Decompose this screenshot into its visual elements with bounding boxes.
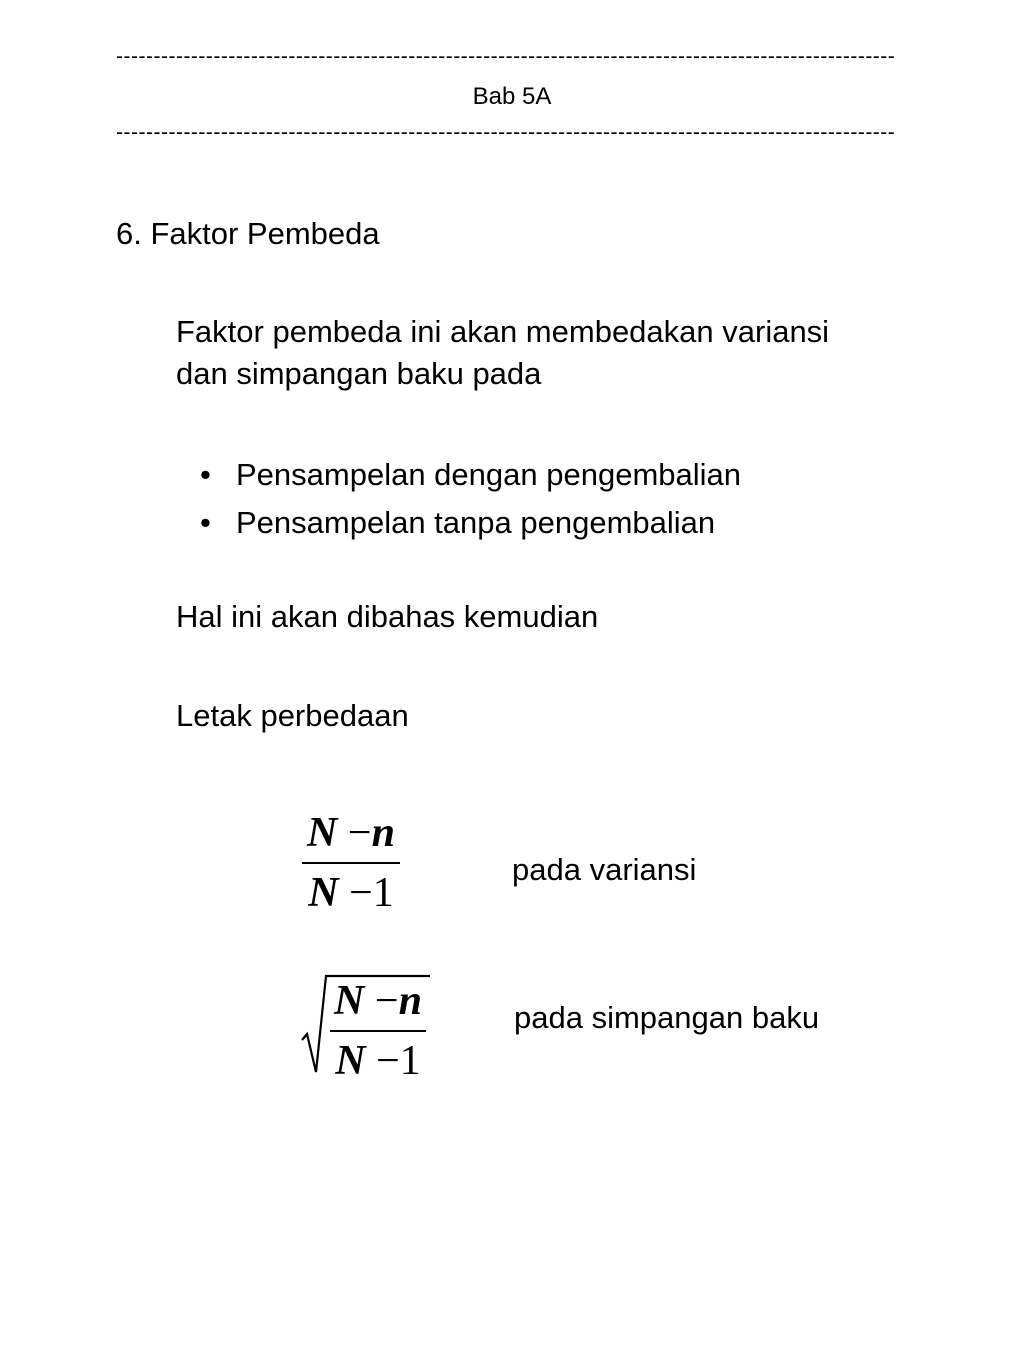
intro-line-2: dan simpangan baku pada [176,356,542,391]
denominator-minus: − [349,870,373,916]
header-rule-top: -------------------------------------------------------------------------------------------------------- [116,45,896,68]
numerator-minus: − [374,978,399,1024]
numerator-N: N [334,978,365,1024]
intro-line-1: Faktor pembeda ini akan membedakan variansi [176,314,830,349]
bullet-item-with-replacement: • Pensampelan dengan pengembalian [200,451,741,499]
sampling-bullet-list [200,451,741,547]
std-dev-denominator [335,1036,421,1086]
numerator-minus: − [347,810,372,856]
numerator-N: N [307,810,338,856]
later-note: Hal ini akan dibahas kemudian [176,599,599,634]
variance-fraction [302,808,400,918]
variance-numerator [307,808,395,858]
difference-label: Letak perbedaan [176,698,409,733]
variance-label: pada variansi [512,852,697,887]
denominator-one: 1 [372,870,394,916]
denominator-N: N [308,870,339,916]
variance-denominator [308,868,394,918]
numerator-n: n [398,978,422,1024]
denominator-minus: − [376,1038,400,1084]
std-dev-fraction [330,976,426,1086]
intro-paragraph [176,311,829,395]
numerator-n: n [371,810,395,856]
std-dev-numerator [334,976,422,1026]
denominator-one: 1 [399,1038,421,1084]
bullet-item-without-replacement: • Pensampelan tanpa pengembalian [200,499,741,547]
denominator-N: N [335,1038,366,1084]
fraction-bar [302,862,400,864]
std-dev-label: pada simpangan baku [514,1000,820,1035]
fraction-bar [330,1030,426,1032]
section-heading: 6. Faktor Pembeda [116,216,380,251]
chapter-title: Bab 5A [472,83,552,110]
header-rule-bottom: -------------------------------------------------------------------------------------------------------- [116,121,896,144]
